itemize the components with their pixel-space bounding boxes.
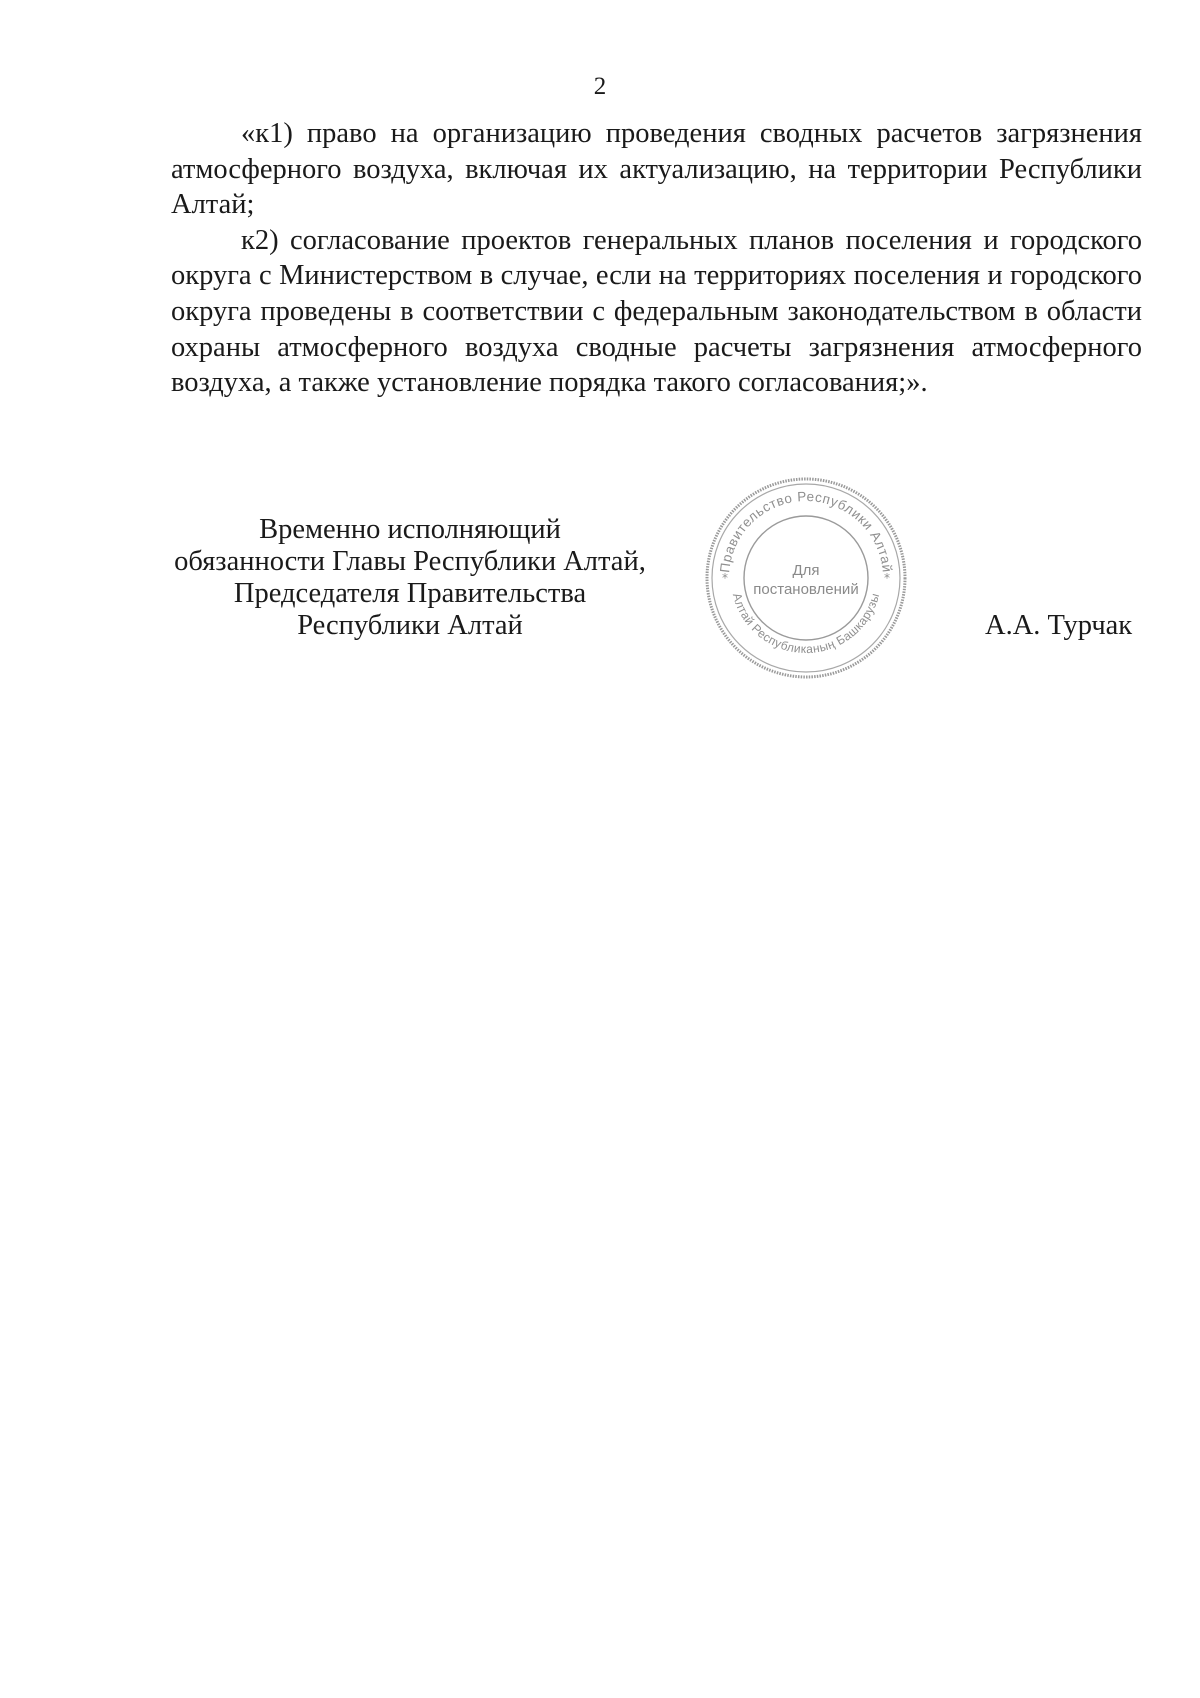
seal-star-left: * [722,571,728,585]
signatory-title-line: обязанности Главы Республики Алтай, [174,546,646,577]
seal-graphic [703,475,909,681]
document-body [171,116,1142,401]
seal-star-right: * [884,571,890,585]
seal-top-text: Правительство Республики Алтай [717,488,895,574]
paragraph-k1: «к1) право на организацию проведения сводных расчетов загрязнения атмосферного воздуха, включая их актуализацию, на территории Республики Алтай; [171,118,1142,221]
seal-center-line2: постановлений [753,581,859,598]
official-seal [703,475,909,681]
seal-center-line1: Для [792,562,820,579]
signatory-title [160,514,660,642]
signer-name: А.А. Турчак [985,610,1133,641]
signatory-title-line: Временно исполняющий [259,514,561,545]
seal-bottom-text: Алтай Республиканың Башкарузы [729,591,883,657]
signatory-title-line: Председателя Правительства [233,578,587,609]
page-number: 2 [593,73,607,100]
signatory-title-line: Республики Алтай [297,610,523,641]
paragraph-k2: к2) согласование проектов генеральных планов поселения и городского округа с Министерством в случае, если на территориях поселения и городского округа проведены в соответствии с федеральным законодательством в области охраны атмосферного воздуха сводные расчеты загрязнения атмосферного воздуха, а также установление порядка такого согласования;». [171,224,1142,399]
